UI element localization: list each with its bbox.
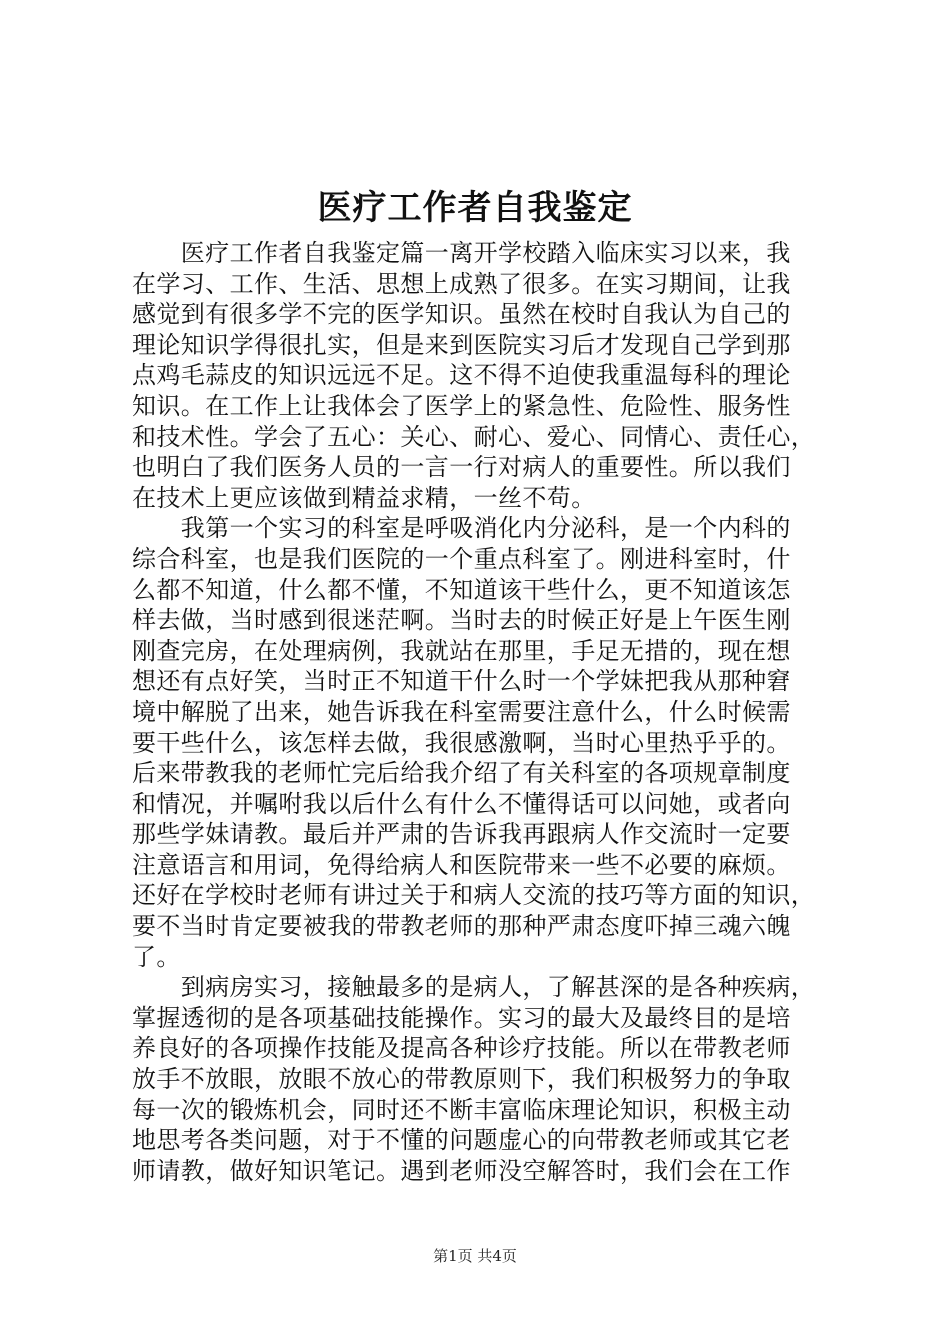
text-line: 和技术性。学会了五心：关心、耐心、爱心、同情心、责任心， [132, 422, 816, 451]
document-title: 医疗工作者自我鉴定 [317, 188, 633, 228]
text-line: 到病房实习，接触最多的是病人，了解甚深的是各种疾病， [132, 973, 816, 1002]
document-body [132, 238, 844, 1186]
text-line: 和情况，并嘱咐我以后什么有什么不懂得话可以问她，或者向 [132, 789, 791, 818]
text-line: 放手不放眼，放眼不放心的带教原则下，我们积极努力的争取 [132, 1065, 791, 1094]
text-line: 医疗工作者自我鉴定篇一离开学校踏入临床实习以来，我 [132, 239, 791, 267]
text-line: 要不当时肯定要被我的带教老师的那种严肃态度吓掉三魂六魄 [132, 912, 791, 941]
text-line: 掌握透彻的是各项基础技能操作。实习的最大及最终目的是培 [132, 1003, 791, 1032]
text-line: 样去做，当时感到很迷茫啊。当时去的时候正好是上午医生刚 [132, 606, 791, 635]
text-line: 还好在学校时老师有讲过关于和病人交流的技巧等方面的知识， [132, 881, 816, 910]
text-line: 在技术上更应该做到精益求精，一丝不苟。 [132, 483, 596, 512]
text-line: 了。 [132, 942, 181, 971]
text-line: 感觉到有很多学不完的医学知识。虽然在校时自我认为自己的 [132, 300, 791, 329]
text-line: 注意语言和用词，免得给病人和医院带来一些不必要的麻烦。 [132, 850, 791, 879]
text-line: 在学习、工作、生活、思想上成熟了很多。在实习期间，让我 [132, 269, 791, 298]
text-line: 知识。在工作上让我体会了医学上的紧急性、危险性、服务性 [132, 391, 791, 420]
text-line: 养良好的各项操作技能及提高各种诊疗技能。所以在带教老师 [132, 1034, 791, 1063]
text-line: 也明白了我们医务人员的一言一行对病人的重要性。所以我们 [132, 453, 791, 482]
page-number-footer: 第1页 共4页 [433, 1247, 517, 1265]
text-line: 那些学妹请教。最后并严肃的告诉我再跟病人作交流时一定要 [132, 820, 791, 849]
text-line: 后来带教我的老师忙完后给我介绍了有关科室的各项规章制度 [132, 759, 791, 788]
text-line: 境中解脱了出来，她告诉我在科室需要注意什么，什么时候需 [132, 697, 791, 726]
text-line: 么都不知道，什么都不懂，不知道该干些什么，更不知道该怎 [132, 575, 791, 604]
text-line: 刚查完房，在处理病例，我就站在那里，手足无措的，现在想 [132, 636, 791, 665]
text-line: 理论知识学得很扎实，但是来到医院实习后才发现自己学到那 [132, 330, 791, 359]
text-line: 要干些什么，该怎样去做，我很感激啊，当时心里热乎乎的。 [132, 728, 791, 757]
text-line: 地思考各类问题，对于不懂的问题虚心的向带教老师或其它老 [132, 1126, 791, 1155]
text-line: 综合科室，也是我们医院的一个重点科室了。刚进科室时，什 [132, 544, 791, 573]
text-line: 每一次的锻炼机会，同时还不断丰富临床理论知识，积极主动 [132, 1095, 791, 1124]
text-line: 我第一个实习的科室是呼吸消化内分泌科，是一个内科的 [132, 514, 791, 543]
text-line: 点鸡毛蒜皮的知识远远不足。这不得不迫使我重温每科的理论 [132, 361, 791, 390]
text-line: 师请教，做好知识笔记。遇到老师没空解答时，我们会在工作 [132, 1156, 791, 1185]
text-line: 想还有点好笑，当时正不知道干什么时一个学妹把我从那种窘 [132, 667, 791, 696]
